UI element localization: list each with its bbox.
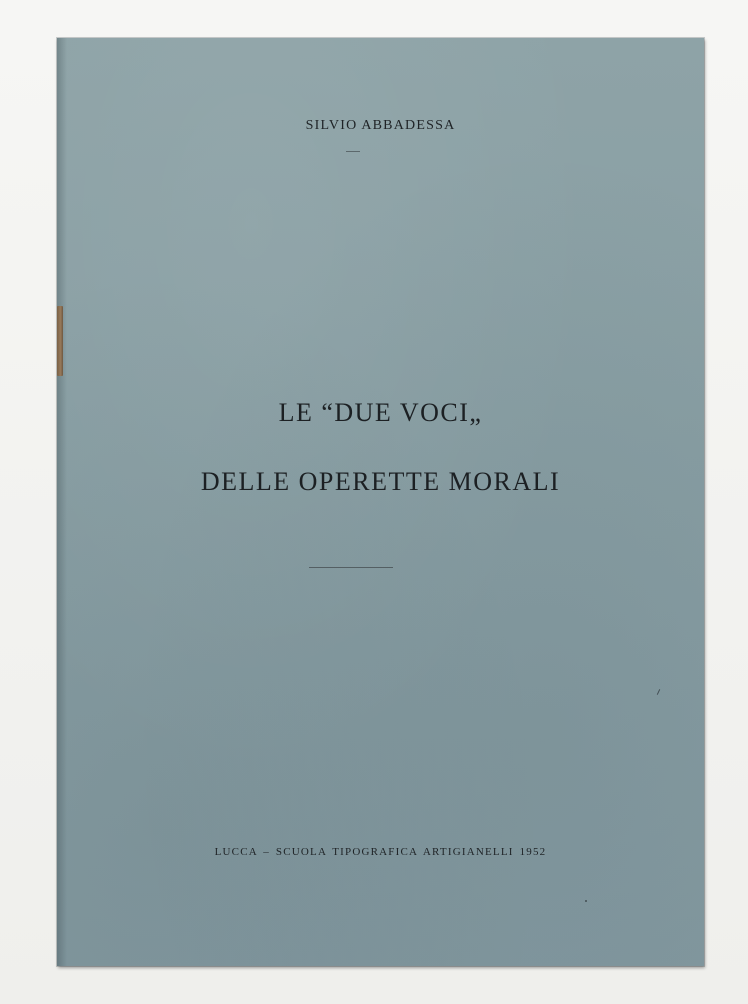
booklet-cover (57, 38, 704, 966)
publisher-imprint: LUCCA – SCUOLA TIPOGRAFICA ARTIGIANELLI 1952 (214, 846, 547, 858)
title-line-1: LE “DUE VOCI„ (278, 398, 483, 427)
pen-mark (657, 689, 660, 695)
cover-spine-shadow (57, 38, 67, 966)
paper-speck (585, 900, 587, 902)
binding-staple (57, 306, 63, 376)
author-name: SILVIO ABBADESSA (305, 118, 456, 133)
author-divider (346, 151, 360, 152)
title-line-2: DELLE OPERETTE MORALI (200, 467, 561, 496)
title-divider-rule (309, 567, 393, 568)
